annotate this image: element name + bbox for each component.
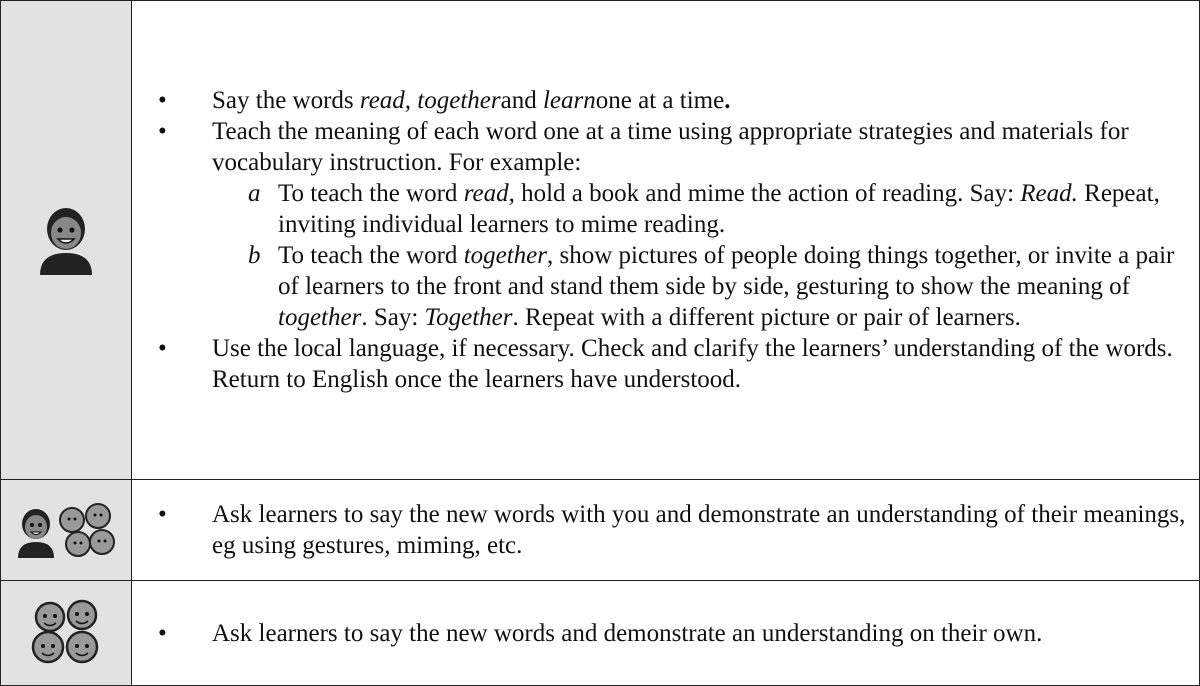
learner-group-icon bbox=[24, 597, 108, 669]
icon-cell bbox=[1, 581, 132, 686]
teacher-face-icon bbox=[34, 205, 98, 275]
instruction-cell bbox=[132, 480, 1200, 581]
example-item: b To teach the word together, show pictures of people doing things together, or invite a pair of learners to the front and stand them side by side, gesturing to show the meaning of together. Say: Together. Repeat with a different picture or pair of learners. bbox=[248, 242, 1175, 331]
teacher-and-class-icon bbox=[16, 502, 116, 558]
example-list bbox=[212, 178, 1191, 333]
icon-cell bbox=[1, 480, 132, 581]
list-item: • Say the words read, togetherand learnone at a time. bbox=[132, 85, 1191, 116]
instruction-list bbox=[132, 618, 1191, 649]
table-row bbox=[1, 480, 1200, 581]
instruction-cell bbox=[132, 1, 1200, 480]
table-row bbox=[1, 1, 1200, 480]
list-item: • Ask learners to say the new words with you and demonstrate an understanding of their meanings, eg using gestures, miming, etc. bbox=[132, 499, 1191, 561]
list-item: • Use the local language, if necessary. Check and clarify the learners’ understanding of the words. Return to English once the learners have understood. bbox=[132, 333, 1191, 395]
list-item: • Teach the meaning of each word one at a time using appropriate strategies and materials for vocabulary instruction. For example: a To teach the word read, hold a book and mime the action of reading. Say: Read. Repeat, inviting individual learners to mime reading. b To teach the word together, show pictures of people doing things together, or invite a pair of learners to the front and stand them side by side, gesturing to show the meaning of together. Say: Together. Repeat with a different picture or pair of learners. bbox=[132, 116, 1191, 333]
instruction-list bbox=[132, 499, 1191, 561]
instruction-list bbox=[132, 85, 1191, 395]
list-item: • Ask learners to say the new words and demonstrate an understanding on their own. bbox=[132, 618, 1191, 649]
table-row bbox=[1, 581, 1200, 686]
example-item: a To teach the word read, hold a book and mime the action of reading. Say: Read. Repeat, inviting individual learners to mime reading. bbox=[248, 180, 1160, 238]
instruction-cell bbox=[132, 581, 1200, 686]
icon-cell bbox=[1, 1, 132, 480]
